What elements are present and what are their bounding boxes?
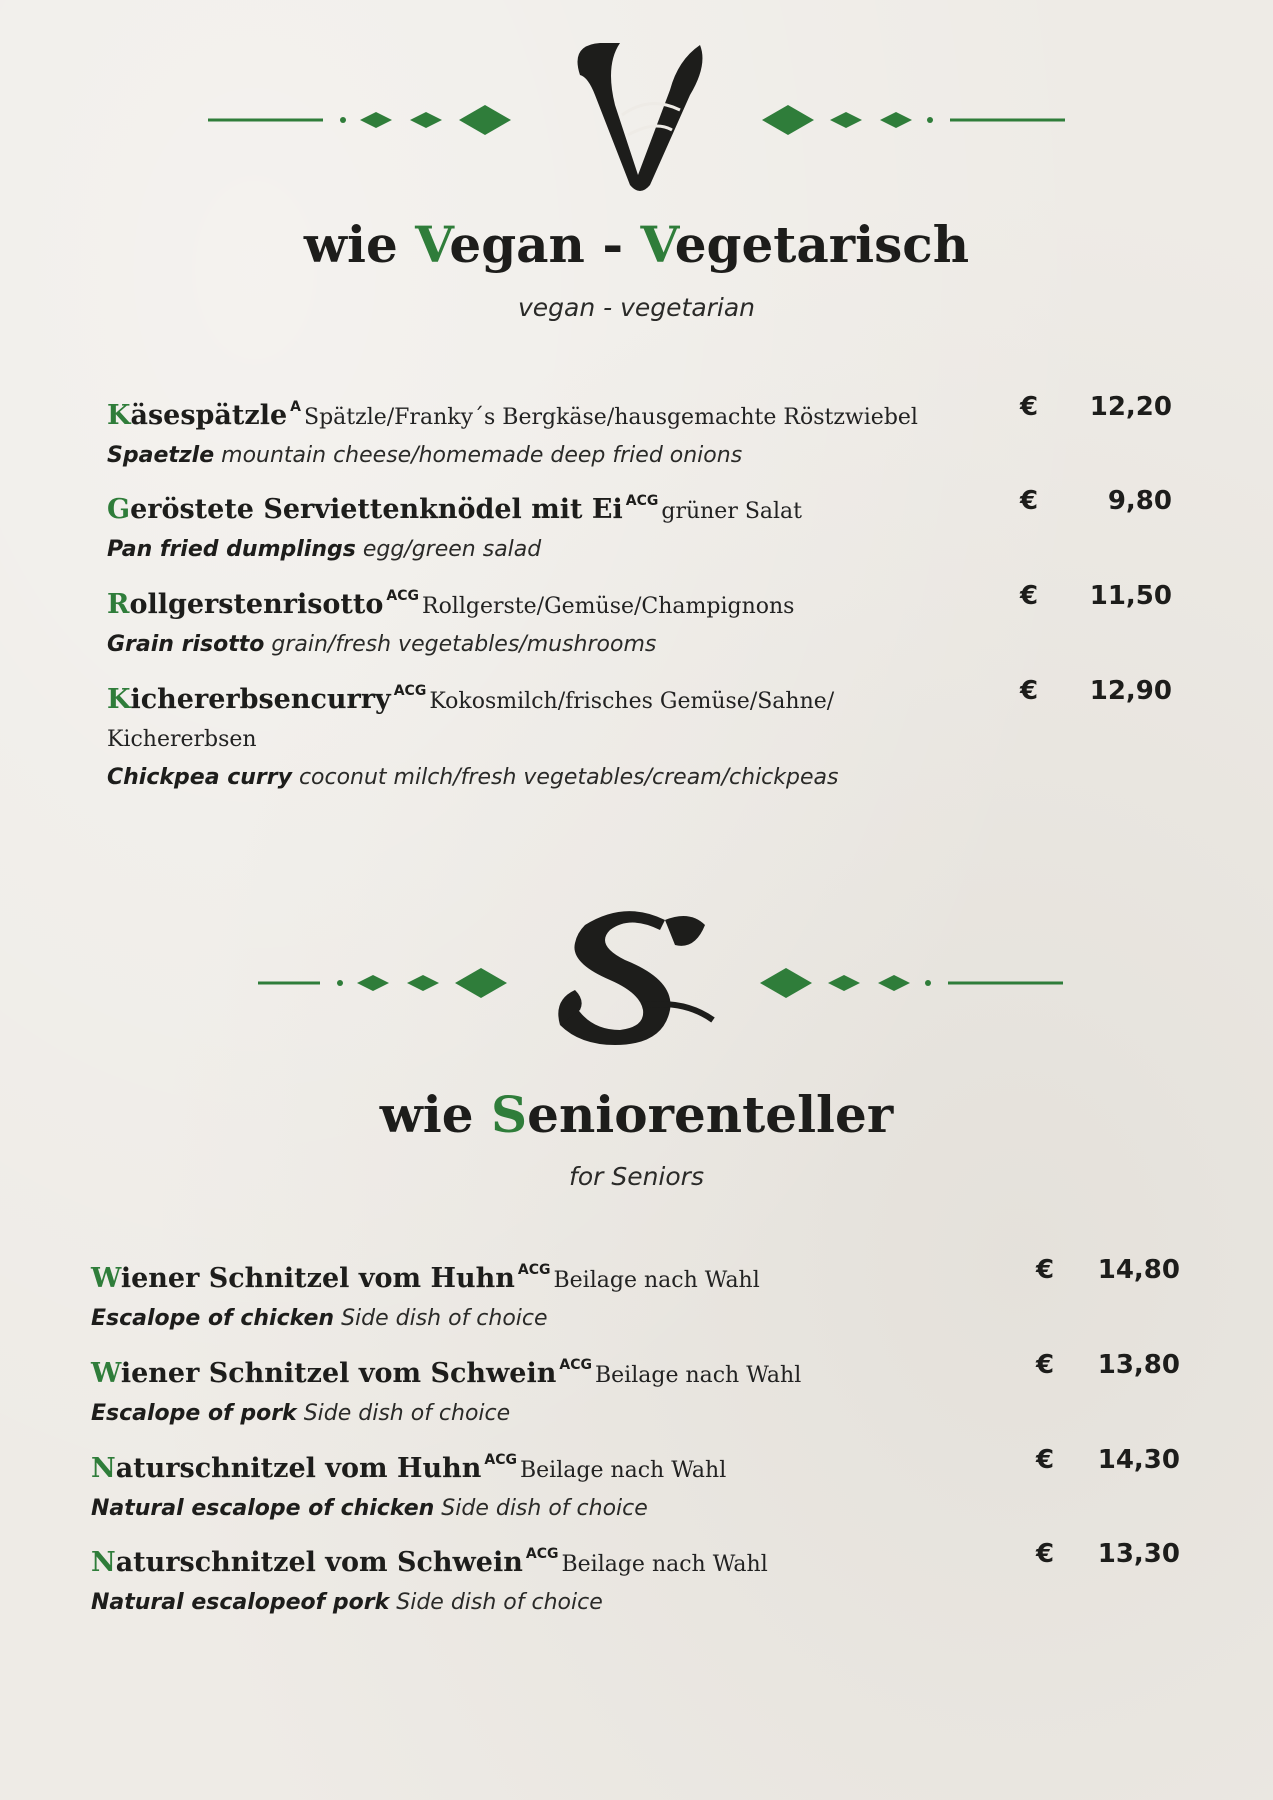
currency-symbol: € xyxy=(1036,1445,1055,1475)
menu-item: Naturschnitzel vom Huhn $^{ACG}$ Beilage nach Wahl Natural escalope of chicken Side dish of choice xyxy=(91,1452,727,1521)
price: 9,80 xyxy=(1107,486,1172,516)
currency-symbol: € xyxy=(1020,486,1039,516)
menu-item: Geröstete Serviettenknödel mit Ei $^{ACG}$ grüner Salat Pan fried dumplings egg/green salad xyxy=(107,493,803,562)
menu-item: Wiener Schnitzel vom Schwein $^{ACG}$ Beilage nach Wahl Escalope of pork Side dish of choice xyxy=(91,1357,802,1426)
section-title-vegan: wie Vegan - Vegetarisch xyxy=(303,215,970,274)
price: 13,30 xyxy=(1097,1539,1180,1569)
currency-symbol: € xyxy=(1036,1539,1055,1569)
section-subtitle-vegan: vegan - vegetarian xyxy=(517,293,756,322)
price: 13,80 xyxy=(1097,1350,1180,1380)
section-subtitle-seniors: for Seniors xyxy=(569,1162,704,1191)
price: 14,80 xyxy=(1097,1255,1180,1285)
letter-s-ornament xyxy=(555,905,720,1055)
ornament-left-2 xyxy=(255,963,515,1003)
currency-symbol: € xyxy=(1020,392,1039,422)
menu-item: Käsespätzle $^A$ Spätzle/Franky´s Bergkäse/hausgemachte Röstzwiebel Spaetzle mountain cheese/homemade deep fried onions xyxy=(107,399,918,468)
letter-v-ornament xyxy=(560,35,715,195)
ornament-left-1 xyxy=(205,100,515,140)
price: 12,20 xyxy=(1089,392,1172,422)
menu-item: Kichererbsencurry $^{ACG}$ Kokosmilch/frisches Gemüse/Sahne/ Kichererbsen Chickpea curry coconut milch/fresh vegetables/cream/chickpeas xyxy=(107,683,839,790)
ornament-right-1 xyxy=(760,100,1070,140)
currency-symbol: € xyxy=(1036,1255,1055,1285)
menu-item: Wiener Schnitzel vom Huhn $^{ACG}$ Beilage nach Wahl Escalope of chicken Side dish of choice xyxy=(91,1262,760,1331)
price: 11,50 xyxy=(1089,581,1172,611)
currency-symbol: € xyxy=(1020,581,1039,611)
price: 14,30 xyxy=(1097,1445,1180,1475)
currency-symbol: € xyxy=(1020,676,1039,706)
menu-item: Rollgerstenrisotto $^{ACG}$ Rollgerste/Gemüse/Champignons Grain risotto grain/fresh vegetables/mushrooms xyxy=(107,588,795,657)
ornament-right-2 xyxy=(758,963,1068,1003)
price: 12,90 xyxy=(1089,676,1172,706)
section-title-seniors: wie Seniorenteller xyxy=(379,1085,894,1144)
menu-item: Naturschnitzel vom Schwein $^{ACG}$ Beilage nach Wahl Natural escalopeof pork Side dish of choice xyxy=(91,1546,768,1615)
currency-symbol: € xyxy=(1036,1350,1055,1380)
